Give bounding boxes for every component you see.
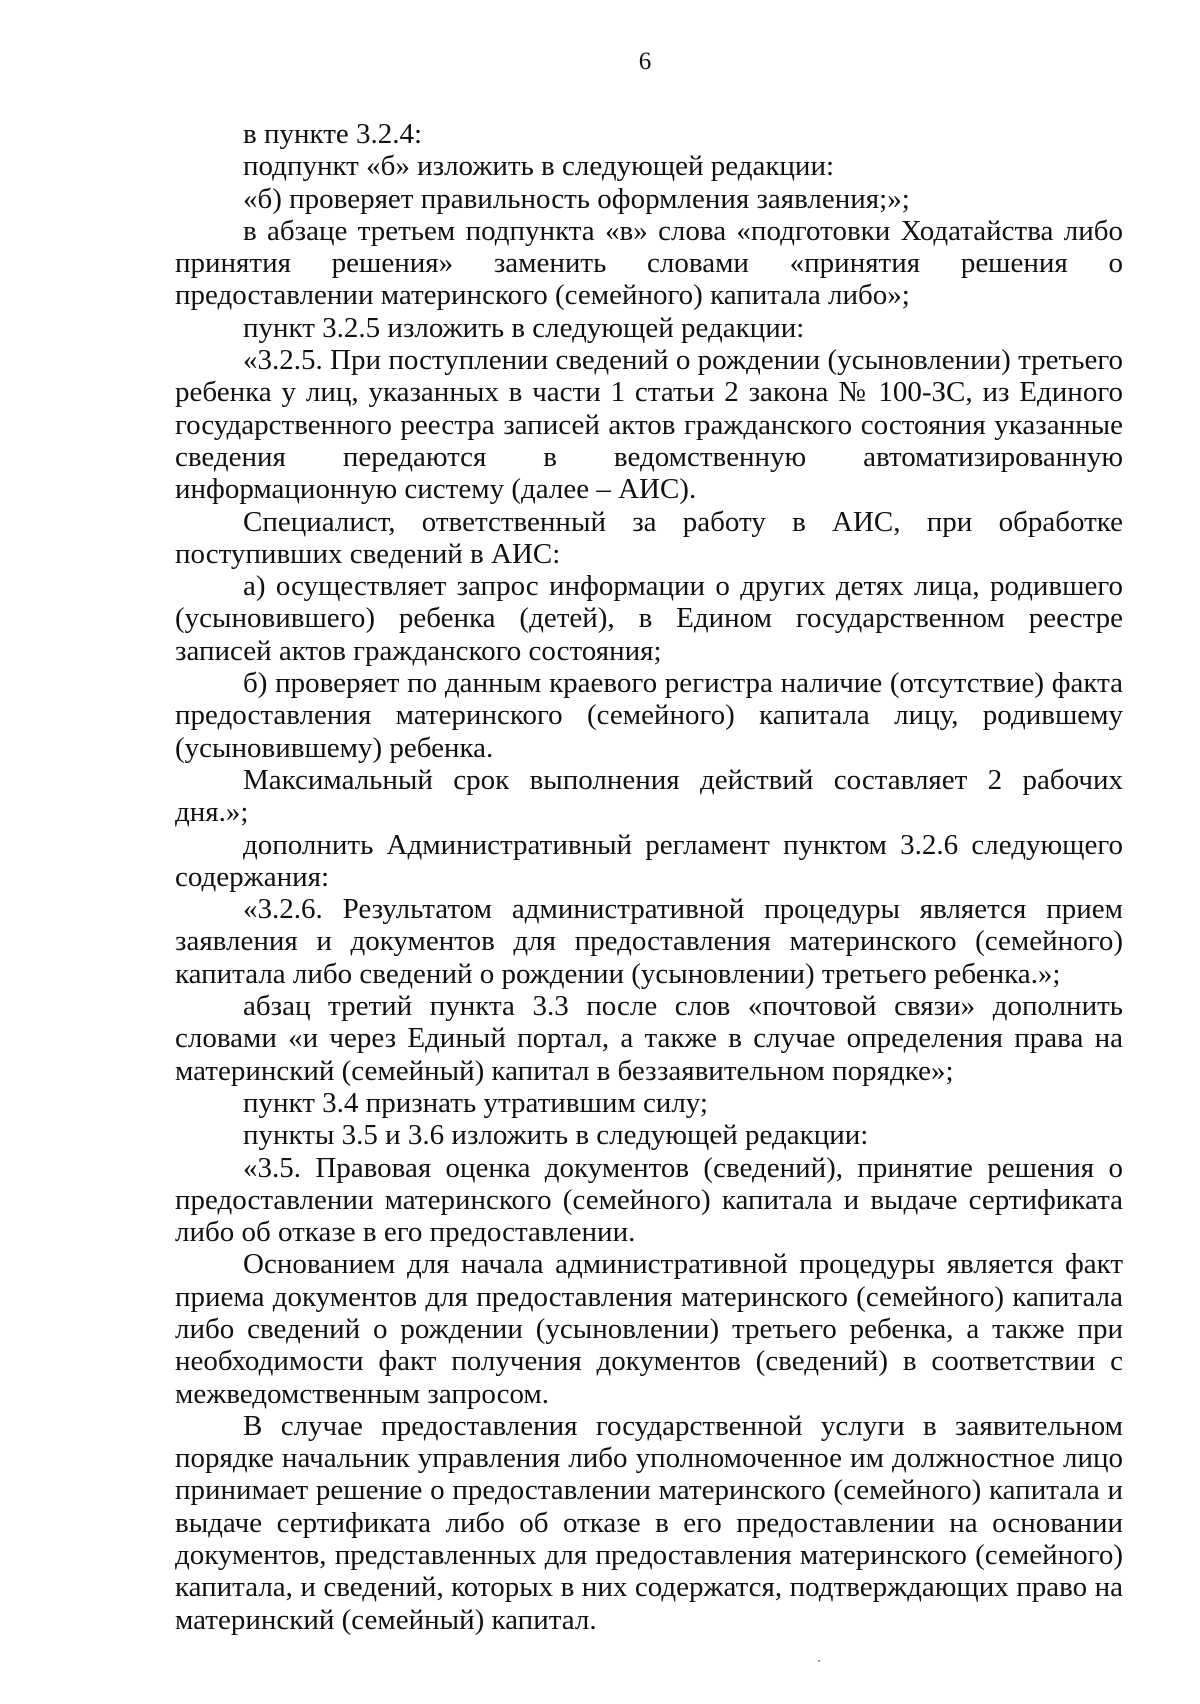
paragraph: дополнить Административный регламент пунктом 3.2.6 следующего содержания:: [175, 828, 1123, 893]
paragraph: Основанием для начала административной процедуры является факт приема документов для предоставления материнского (семейного) капитала либо сведений о рождении (усыновлении) третьего ребенка, а также при необходимости факт получения документов (сведений) в соответствии с межведомственным запросом.: [175, 1248, 1123, 1410]
paragraph: пункты 3.5 и 3.6 изложить в следующей редакции:: [243, 1119, 869, 1152]
paragraph: «б) проверяет правильность оформления заявления;»;: [243, 182, 910, 215]
paragraph: б) проверяет по данным краевого регистра наличие (отсутствие) факта предоставления материнского (семейного) капитала лицу, родившему (усыновившему) ребенка.: [175, 667, 1123, 764]
paragraph: «3.2.6. Результатом административной процедуры является прием заявления и документов для предоставления материнского (семейного) капитала либо сведений о рождении (усыновлении) третьего ребенка.»;: [175, 893, 1123, 990]
scan-speck: [818, 1660, 820, 1662]
paragraph: «3.2.5. При поступлении сведений о рождении (усыновлении) третьего ребенка у лиц, указанных в части 1 статьи 2 закона № 100-ЗС, из Единого государственного реестра записей актов гражданского состояния указанные сведения передаются в ведомственную автоматизированную информационную систему (далее – АИС).: [175, 344, 1123, 506]
paragraph: в пункте 3.2.4:: [243, 118, 423, 150]
paragraph: в абзаце третьем подпункта «в» слова «подготовки Ходатайства либо принятия решения» заменить словами «принятия решения о предоставлении материнского (семейного) капитала либо»;: [175, 214, 1123, 312]
page-number: 6: [638, 48, 652, 75]
paragraph: «3.5. Правовая оценка документов (сведений), принятие решения о предоставлении материнского (семейного) капитала и выдаче сертификата либо об отказе в его предоставлении.: [175, 1151, 1123, 1249]
paragraph: Максимальный срок выполнения действий составляет 2 рабочих дня.»;: [175, 763, 1123, 829]
paragraph: пункт 3.2.5 изложить в следующей редакции:: [243, 311, 805, 344]
paragraph: абзац третий пункта 3.3 после слов «почтовой связи» дополнить словами «и через Единый портал, а также в случае определения права на материнский (семейный) капитал в беззаявительном порядке»;: [175, 990, 1123, 1087]
paragraph: В случае предоставления государственной услуги в заявительном порядке начальник управления либо уполномоченное им должностное лицо принимает решение о предоставлении материнского (семейного) капитала и выдаче сертификата либо об отказе в его предоставлении на основании документов, представленных для предоставления материнского (семейного) капитала, и сведений, которых в них содержатся, подтверждающих право на материнский (семейный) капитал.: [175, 1409, 1123, 1636]
paragraph: подпункт «б» изложить в следующей редакции:: [243, 150, 835, 183]
document-body: [175, 118, 1123, 1636]
paragraph: а) осуществляет запрос информации о других детях лица, родившего (усыновившего) ребенка (детей), в Едином государственном реестре записей актов гражданского состояния;: [175, 570, 1123, 667]
paragraph: Специалист, ответственный за работу в АИС, при обработке поступивших сведений в АИС:: [175, 505, 1123, 570]
paragraph: пункт 3.4 признать утратившим силу;: [243, 1086, 708, 1119]
